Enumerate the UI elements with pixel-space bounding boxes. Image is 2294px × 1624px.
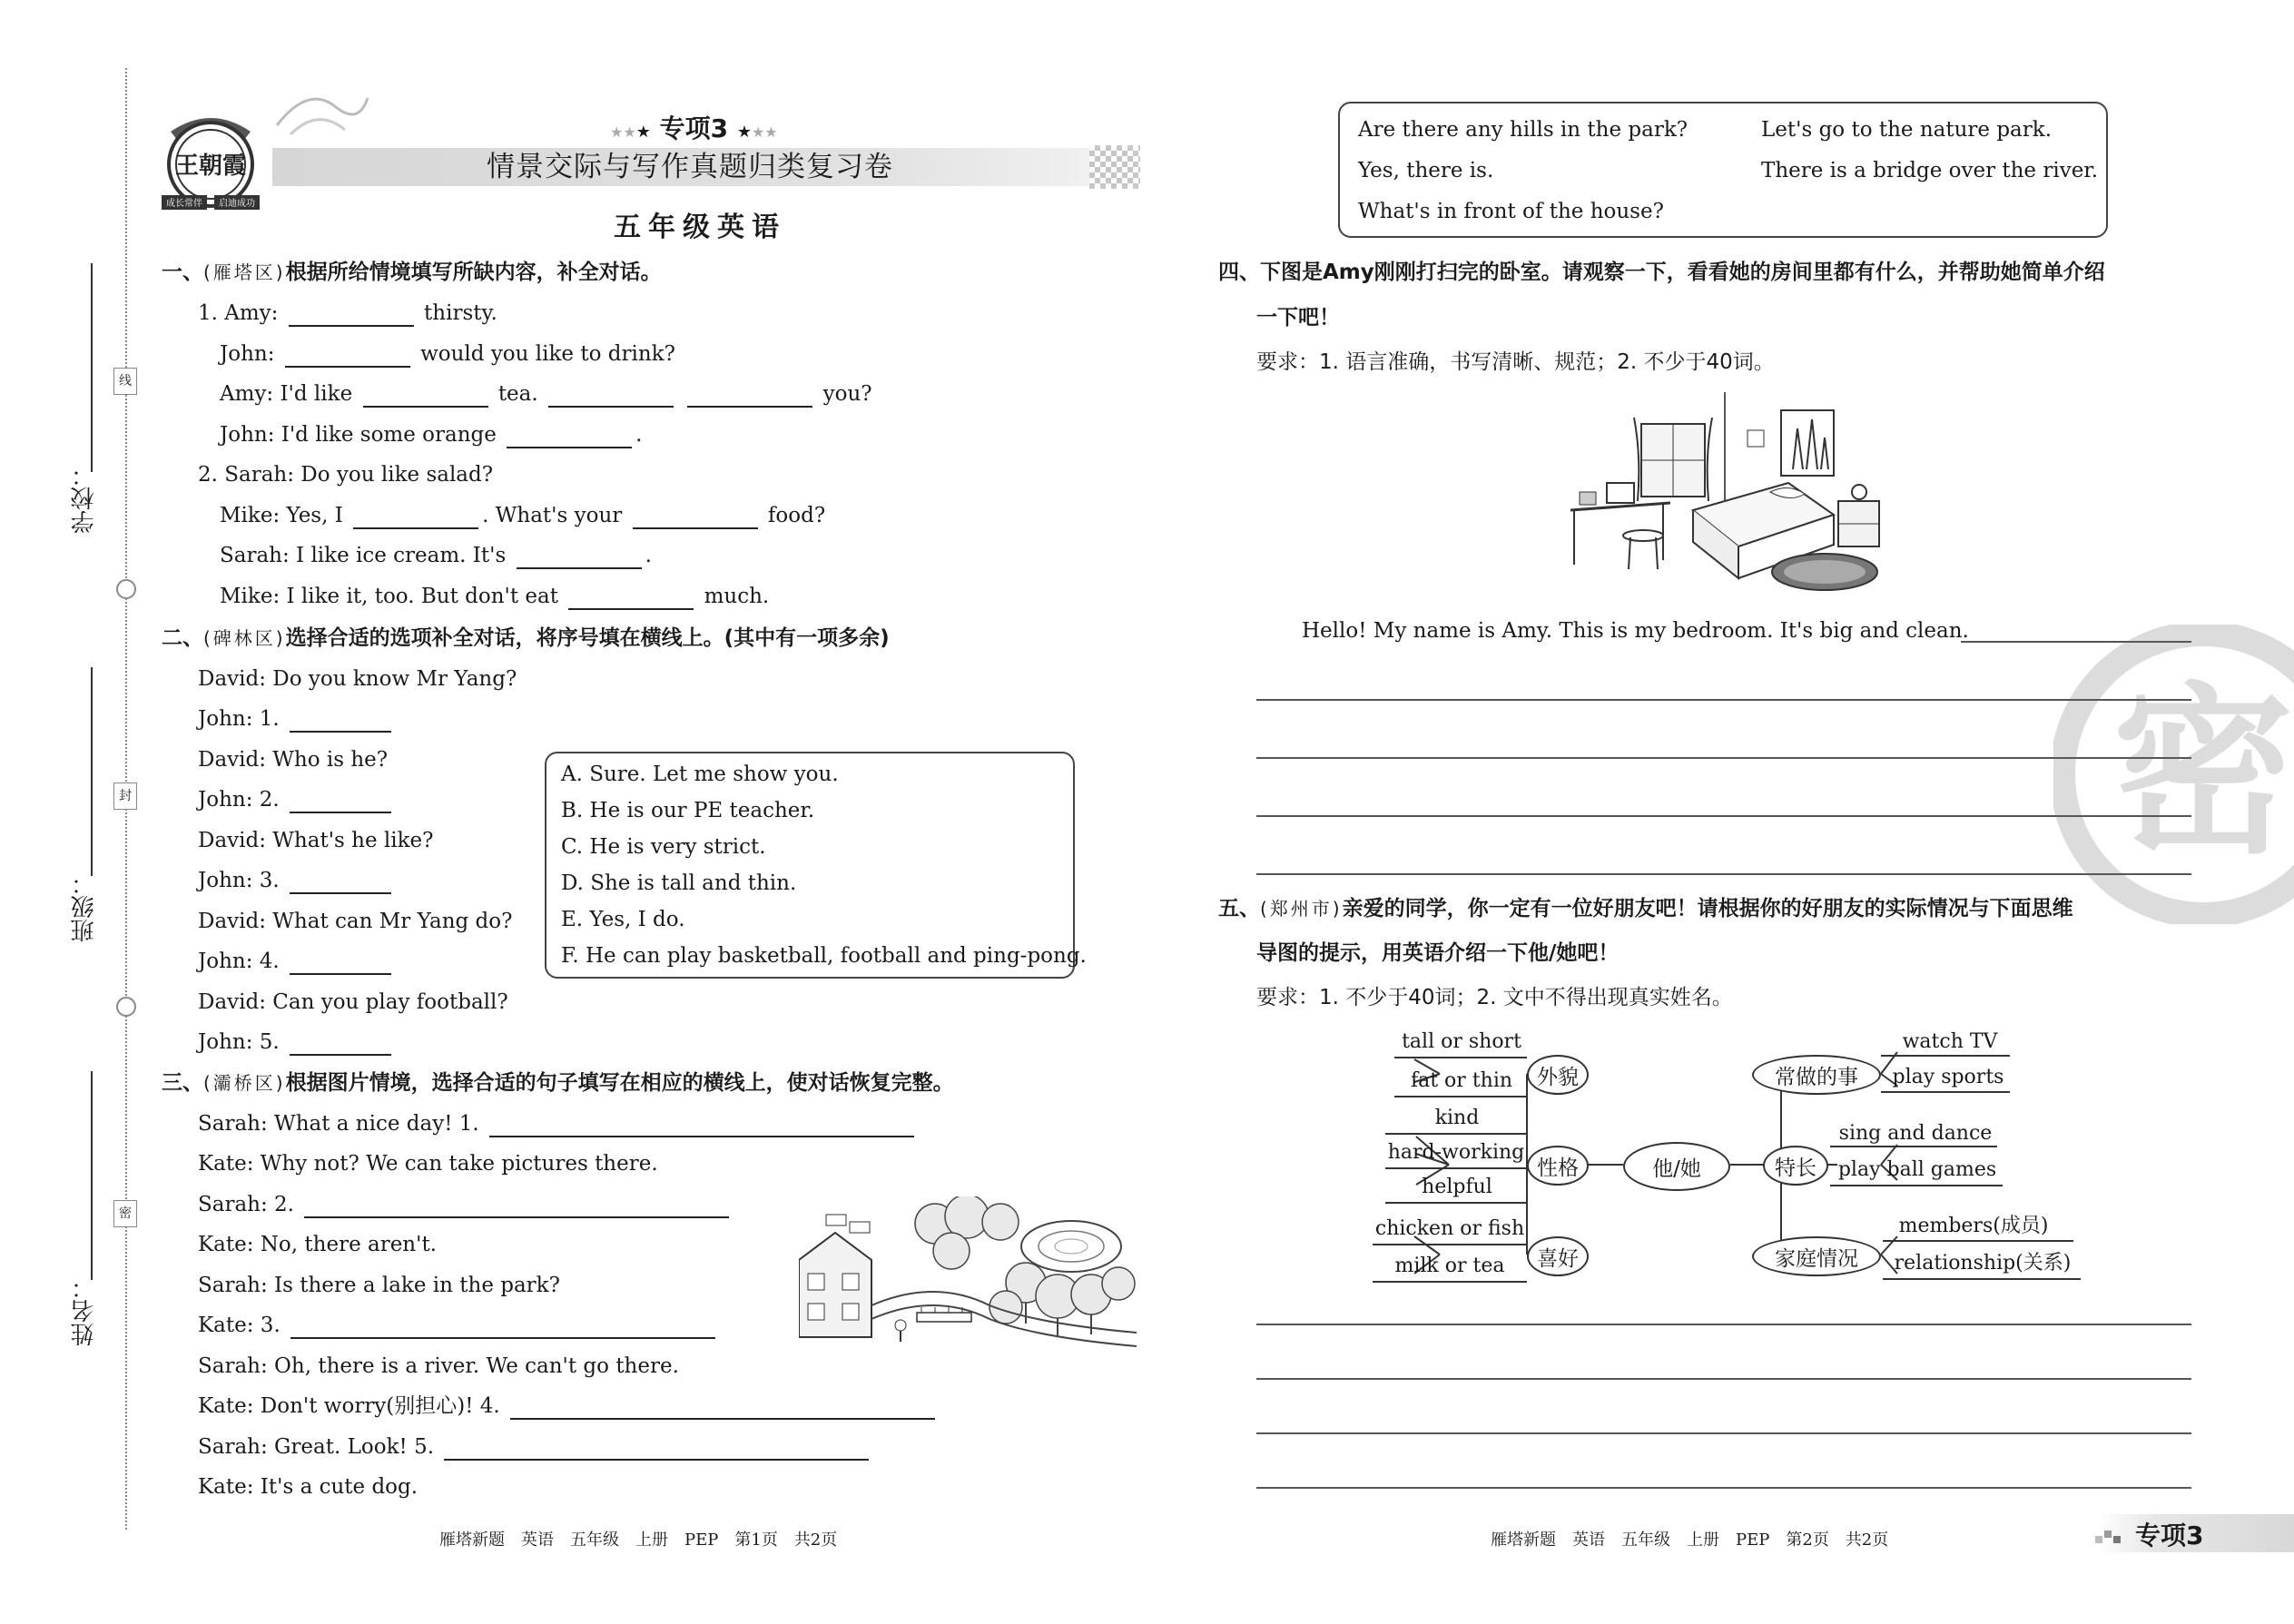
mindmap-item: play sports — [1892, 1066, 2004, 1088]
s1-line-8: Mike: I like it, too. But don't eat much. — [220, 585, 770, 608]
s3-line-6: Kate: 3. — [198, 1312, 719, 1339]
s1-blank-9[interactable] — [517, 549, 642, 569]
mindmap-center: 他/她 — [1623, 1142, 1730, 1191]
mindmap-item: watch TV — [1902, 1030, 1998, 1053]
s1-blank-2[interactable] — [285, 348, 410, 368]
section4-heading-cont: 一下吧！ — [1256, 306, 1340, 330]
mindmap-item: sing and dance — [1838, 1122, 1993, 1145]
s1-blank-5[interactable] — [687, 388, 812, 408]
s1-blank-7[interactable] — [353, 509, 478, 529]
s3-line-9: Sarah: Great. Look! 5. — [198, 1433, 872, 1461]
mindmap-item-line — [1385, 1167, 1527, 1169]
s2-option-e: E. Yes, I do. — [561, 908, 685, 931]
s5-write-line-1[interactable] — [1256, 1324, 2191, 1325]
s2-blank-2[interactable] — [290, 793, 391, 813]
s1-line-7: Sarah: I like ice cream. It's . — [220, 544, 652, 567]
s1-line-2: John: would you like to drink? — [220, 342, 675, 366]
school-label: 学校： — [71, 463, 98, 534]
s2-blank-5[interactable] — [290, 1036, 391, 1056]
section5-requirement: 要求：1. 不少于40词；2. 文中不得出现真实姓名。 — [1256, 986, 1733, 1009]
s1-line-1: 1. Amy: thirsty. — [198, 301, 497, 325]
class-field[interactable] — [91, 667, 93, 876]
mindmap-item-line — [1394, 1057, 1527, 1058]
s3-option-3: Yes, there is. — [1358, 159, 1494, 182]
svg-text:成长常伴: 成长常伴 — [166, 199, 202, 209]
s2-line-2: John: 1. — [198, 705, 395, 733]
s2-blank-1[interactable] — [290, 713, 391, 733]
name-field[interactable] — [91, 1071, 93, 1280]
s2-line-1: David: Do you know Mr Yang? — [198, 667, 517, 691]
s2-option-a: A. Sure. Let me show you. — [561, 763, 839, 786]
s2-blank-4[interactable] — [290, 955, 391, 975]
mindmap-item: kind — [1434, 1107, 1480, 1129]
binding-hole-2 — [116, 997, 136, 1017]
mindmap-node-family: 家庭情况 — [1752, 1236, 1881, 1276]
binding-mark-seal: 封 — [113, 782, 137, 810]
mindmap-item: play ball games — [1837, 1158, 1997, 1181]
mindmap-item: fat or thin — [1410, 1069, 1513, 1092]
binding-hole-1 — [116, 579, 136, 599]
s2-blank-3[interactable] — [290, 874, 391, 894]
mindmap-item: milk or tea — [1394, 1255, 1505, 1277]
s2-line-3: David: Who is he? — [198, 748, 389, 772]
section1-heading: 一、(雁塔区)根据所给情境填写所缺内容，补全对话。 — [162, 261, 662, 284]
s3-line-1: Sarah: What a nice day! 1. — [198, 1110, 918, 1137]
s3-line-5: Sarah: Is there a lake in the park? — [198, 1274, 560, 1297]
class-label: 班级： — [71, 871, 98, 942]
s3-option-2: Let's go to the nature park. — [1761, 118, 2053, 142]
s1-blank-1[interactable] — [289, 307, 414, 327]
mindmap-item-line — [1881, 1091, 2010, 1093]
s1-line-4: John: I'd like some orange . — [220, 423, 643, 447]
s2-option-b: B. He is our PE teacher. — [561, 799, 815, 822]
mindmap-item: helpful — [1422, 1176, 1492, 1198]
svg-text:王朝霞: 王朝霞 — [174, 153, 247, 180]
mindmap-item: hard-working — [1387, 1141, 1525, 1164]
s1-blank-6[interactable] — [507, 428, 632, 448]
mindmap-item-line — [1883, 1278, 2081, 1280]
s1-blank-10[interactable] — [568, 590, 694, 610]
s1-blank-3[interactable] — [363, 388, 488, 408]
logo — [153, 104, 269, 212]
s2-option-c: C. He is very strict. — [561, 835, 766, 859]
section5-heading-cont: 导图的提示，用英语介绍一下他/她吧！ — [1256, 941, 1620, 965]
s2-line-5: David: What's he like? — [198, 829, 434, 852]
school-field[interactable] — [91, 263, 93, 472]
park-illustration — [799, 1196, 1137, 1347]
footer-tag: 专项3 — [2135, 1521, 2204, 1550]
name-label: 姓名： — [71, 1275, 98, 1346]
mindmap-node-talents: 特长 — [1763, 1146, 1828, 1186]
s4-write-line-5[interactable] — [1256, 873, 2191, 875]
section3-heading: 三、(灞桥区)根据图片情境，选择合适的句子填写在相应的横线上，使对话恢复完整。 — [162, 1071, 954, 1095]
s2-line-7: David: What can Mr Yang do? — [198, 910, 513, 933]
mindmap-item-line — [1830, 1146, 1997, 1147]
header-ribbon-decoration — [272, 89, 372, 143]
s2-line-10: John: 5. — [198, 1029, 395, 1056]
section4-starter: Hello! My name is Amy. This is my bedroom. It's big and clean. — [1302, 619, 1969, 643]
s2-option-d: D. She is tall and thin. — [561, 871, 797, 895]
mindmap-item-line — [1373, 1281, 1527, 1283]
s2-option-f: F. He can play basketball, football and ping-pong. — [561, 944, 1087, 968]
s3-line-3: Sarah: 2. — [198, 1191, 733, 1218]
s5-write-line-4[interactable] — [1256, 1487, 2191, 1489]
s3-option-4: There is a bridge over the river. — [1761, 159, 2099, 182]
svg-text:启迪成功: 启迪成功 — [219, 199, 255, 209]
section2-heading: 二、(碑林区)选择合适的选项补全对话，将序号填在横线上。(其中有一项多余) — [162, 626, 890, 650]
page-title: 情景交际与写作真题归类复习卷 — [487, 151, 893, 183]
s3-line-4: Kate: No, there aren't. — [198, 1233, 437, 1256]
bedroom-illustration — [1561, 392, 1890, 596]
s3-line-2: Kate: Why not? We can take pictures there. — [198, 1152, 658, 1176]
s1-blank-8[interactable] — [633, 509, 758, 529]
s4-write-line-3[interactable] — [1256, 757, 2191, 759]
binding-mark-secret: 密 — [113, 1200, 137, 1227]
s3-line-8: Kate: Don't worry(别担心)! 4. — [198, 1393, 939, 1420]
s4-write-line-4[interactable] — [1256, 815, 2191, 817]
s3-blank-3[interactable] — [290, 1319, 715, 1339]
mindmap-node-personality: 性格 — [1527, 1146, 1589, 1186]
mindmap-item-line — [1881, 1055, 2010, 1057]
s5-write-line-2[interactable] — [1256, 1378, 2191, 1380]
section5-heading: 五、(郑州市)亲爱的同学，你一定有一位好朋友吧！请根据你的好朋友的实际情况与下面思维 — [1218, 897, 2073, 920]
mindmap-item: members(成员) — [1898, 1215, 2049, 1237]
mindmap-item-line — [1385, 1202, 1527, 1204]
mindmap-item-line — [1830, 1185, 2003, 1186]
s4-write-line-2[interactable] — [1256, 699, 2191, 701]
mindmap-item: chicken or fish — [1374, 1217, 1525, 1240]
header-badge: ★★★ 专项3 ★★★ — [610, 113, 778, 143]
mindmap-node-appearance: 外貌 — [1527, 1055, 1589, 1095]
s5-write-line-3[interactable] — [1256, 1432, 2191, 1434]
s1-line-3: Amy: I'd like tea. you? — [220, 382, 872, 406]
s3-line-10: Kate: It's a cute dog. — [198, 1475, 418, 1499]
s1-line-5: 2. Sarah: Do you like salad? — [198, 463, 494, 487]
mindmap-item: relationship(关系) — [1894, 1252, 2072, 1275]
footer-left: 雁塔新题 英语 五年级 上册 PEP 第1页 共2页 — [439, 1530, 838, 1550]
mindmap-item-line — [1394, 1096, 1527, 1097]
s3-blank-4[interactable] — [510, 1400, 935, 1420]
s3-option-5: What's in front of the house? — [1358, 200, 1664, 223]
s1-line-6: Mike: Yes, I . What's your food? — [220, 504, 826, 527]
binding-mark-line: 线 — [113, 368, 137, 395]
s1-blank-4[interactable] — [548, 388, 674, 408]
s3-blank-5[interactable] — [444, 1441, 869, 1461]
mindmap-node-habits: 常做的事 — [1752, 1055, 1881, 1095]
s2-line-8: John: 4. — [198, 948, 395, 975]
page-subtitle: 五年级英语 — [614, 212, 786, 243]
s3-blank-2[interactable] — [304, 1198, 729, 1218]
s3-option-1: Are there any hills in the park? — [1358, 118, 1689, 142]
section4-heading: 四、下图是Amy刚刚打扫完的卧室。请观察一下，看看她的房间里都有什么，并帮助她简单介绍 — [1218, 261, 2105, 284]
s3-blank-1[interactable] — [489, 1117, 914, 1137]
s3-line-7: Sarah: Oh, there is a river. We can't go there. — [198, 1354, 679, 1378]
s2-line-9: David: Can you play football? — [198, 990, 508, 1014]
svg-text:密: 密 — [2112, 667, 2294, 879]
mindmap-item: tall or short — [1402, 1030, 1521, 1053]
s2-line-6: John: 3. — [198, 867, 395, 894]
secret-watermark — [2053, 625, 2294, 924]
section4-requirement: 要求：1. 语言准确，书写清晰、规范；2. 不少于40词。 — [1256, 350, 1775, 374]
mindmap-item-line — [1883, 1240, 2073, 1242]
mindmap-item-line — [1385, 1133, 1527, 1135]
mindmap-item-line — [1373, 1244, 1527, 1245]
mindmap-node-likes: 喜好 — [1527, 1236, 1589, 1276]
s2-line-4: John: 2. — [198, 786, 395, 813]
footer-tag-squares — [2093, 1525, 2126, 1545]
title-bar-checker — [1089, 145, 1140, 189]
footer-right: 雁塔新题 英语 五年级 上册 PEP 第2页 共2页 — [1491, 1530, 1889, 1550]
